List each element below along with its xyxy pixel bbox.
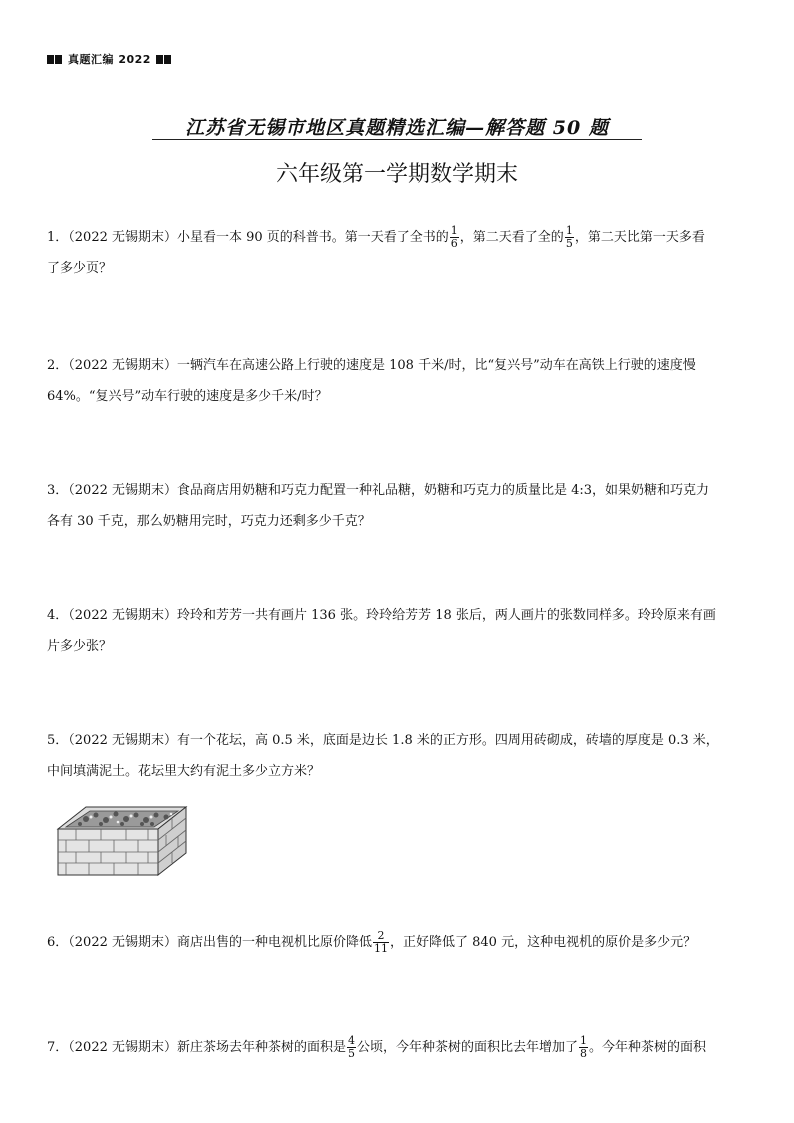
question-4-line-2: 片多少张？ [47, 639, 113, 654]
title-underline [152, 139, 642, 140]
fraction: $\frac{1}{8}$ [580, 1034, 588, 1060]
question-7 [47, 1032, 747, 1063]
header-block-icon [55, 55, 62, 64]
question-1-line-1: 1．（2022 无锡期末）小星看一本 90 页的科普书。第一天看了全书的 $\frac{1}{6}$ ，第二天看了全的 $\frac{1}{5}$ ，第二天比第一天多看 [47, 224, 705, 250]
document-title: 江苏省无锡市地区真题精选汇编—解答题 50 题 [185, 117, 609, 139]
question-2 [47, 350, 747, 412]
header-block-icon [156, 55, 163, 64]
question-6-line-1: 6．（2022 无锡期末）商店出售的一种电视机比原价降低 $\frac{2}{11}$ ，正好降低了 840 元，这种电视机的原价是多少元？ [47, 929, 697, 955]
question-5-line-2: 中间填满泥土。花坛里大约有泥土多少立方米？ [47, 764, 321, 779]
fraction: $\frac{1}{6}$ [450, 224, 458, 250]
question-2-line-2: 64%。“复兴号”动车行驶的速度是多少千米/时？ [47, 389, 328, 404]
question-4-line-1: 4．（2022 无锡期末）玲玲和芳芳一共有画片 136 张。玲玲给芳芳 18 张后，两人画片的张数同样多。玲玲原来有画 [47, 608, 716, 623]
question-4 [47, 600, 747, 662]
header-block-icon [164, 55, 171, 64]
page-header [47, 51, 172, 67]
question-1-line-2: 了多少页？ [47, 261, 113, 276]
question-7-line-1: 7．（2022 无锡期末）新庄茶场去年种茶树的面积是 $\frac{4}{5}$ 公顷，今年种茶树的面积比去年增加了 $\frac{1}{8}$ 。今年种茶树的面积 [47, 1034, 707, 1060]
document-subtitle: 六年级第一学期数学期末 [275, 162, 518, 187]
header-block-icon [47, 55, 54, 64]
question-3-line-1: 3．（2022 无锡期末）食品商店用奶糖和巧克力配置一种礼品糖，奶糖和巧克力的质量比是 4:3，如果奶糖和巧克力 [47, 483, 710, 498]
flower-bed-illustration [56, 805, 188, 877]
question-2-line-1: 2．（2022 无锡期末）一辆汽车在高速公路上行驶的速度是 108 千米/时，比“复兴号”动车在高铁上行驶的速度慢 [47, 358, 696, 373]
header-label: 真题汇编 2022 [68, 53, 151, 66]
question-3 [47, 475, 747, 537]
question-5-line-1: 5．（2022 无锡期末）有一个花坛，高 0.5 米，底面是边长 1.8 米的正方形。四周用砖砌成，砖墙的厚度是 0.3 米， [47, 733, 719, 748]
question-5 [47, 725, 747, 787]
question-1 [47, 222, 747, 284]
question-6 [47, 927, 747, 958]
question-3-line-2: 各有 30 千克，那么奶糖用完时，巧克力还剩多少千克？ [47, 514, 371, 529]
fraction: $\frac{1}{5}$ [565, 224, 573, 250]
fraction: $\frac{4}{5}$ [348, 1034, 355, 1060]
fraction: $\frac{2}{11}$ [374, 929, 388, 955]
